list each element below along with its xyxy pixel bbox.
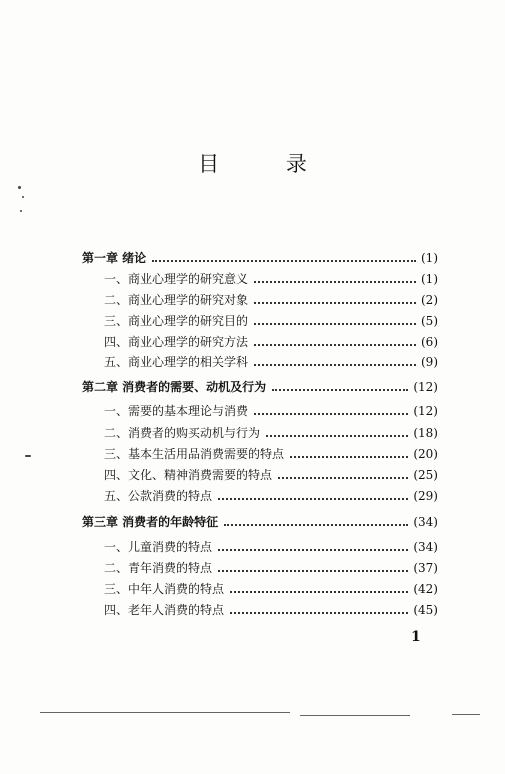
- toc-section-entry: [104, 352, 438, 370]
- toc-entry-label: 二、青年消费的特点: [104, 561, 213, 575]
- scan-speck: [22, 196, 24, 198]
- toc-section-entry: [104, 423, 438, 441]
- dot-leader: [230, 591, 408, 593]
- dot-leader: [254, 323, 416, 325]
- dot-leader: [152, 260, 416, 262]
- toc-entry-page: (1): [421, 251, 438, 265]
- dot-leader: [254, 344, 416, 346]
- scan-edge-line: [452, 714, 480, 715]
- toc-section-entry: [104, 537, 438, 555]
- toc-entry-label: 二、消费者的购买动机与行为: [104, 426, 261, 440]
- toc-section-entry: [104, 465, 438, 483]
- toc-chapter-entry: [82, 377, 438, 395]
- toc-entry-label: 四、老年人消费的特点: [104, 603, 225, 617]
- toc-entry-page: (6): [421, 335, 438, 349]
- toc-entry-label: 五、商业心理学的相关学科: [104, 355, 249, 369]
- toc-entry-label: 五、公款消费的特点: [104, 489, 213, 503]
- dot-leader: [272, 389, 408, 391]
- toc-entry-page: (20): [413, 447, 438, 461]
- toc-entry-label: 第二章 消费者的需要、动机及行为: [82, 380, 267, 394]
- page-title: 目 录: [198, 152, 337, 176]
- dot-leader: [218, 570, 408, 572]
- toc-section-entry: [104, 558, 438, 576]
- dot-leader: [254, 364, 416, 366]
- toc-chapter-entry: [82, 248, 438, 266]
- dot-leader: [218, 498, 408, 500]
- toc-section-entry: [104, 444, 438, 462]
- toc-entry-label: 一、儿童消费的特点: [104, 540, 213, 554]
- scan-speck: [18, 186, 21, 189]
- dot-leader: [218, 549, 408, 551]
- toc-entry-page: (37): [413, 561, 438, 575]
- toc-section-entry: [104, 269, 438, 287]
- toc-section-entry: [104, 332, 438, 350]
- toc-entry-page: (18): [413, 426, 438, 440]
- scan-edge-line: [300, 715, 410, 716]
- dot-leader: [224, 524, 408, 526]
- toc-entry-label: 一、商业心理学的研究意义: [104, 272, 249, 286]
- toc-entry-page: (42): [413, 582, 438, 596]
- dot-leader: [254, 413, 408, 415]
- dot-leader: [254, 281, 416, 283]
- toc-section-entry: [104, 290, 438, 308]
- page-number: 1: [411, 629, 421, 645]
- toc-entry-label: 二、商业心理学的研究对象: [104, 293, 249, 307]
- toc-section-entry: [104, 311, 438, 329]
- toc-entry-label: 第一章 绪论: [82, 251, 147, 265]
- toc-entry-label: 三、商业心理学的研究目的: [104, 314, 249, 328]
- scan-edge-line: [40, 712, 290, 713]
- toc-chapter-entry: [82, 512, 438, 530]
- toc-entry-page: (12): [413, 380, 438, 394]
- scan-speck: [25, 455, 31, 457]
- toc-entry-page: (34): [413, 540, 438, 554]
- toc-entry-page: (12): [413, 404, 438, 418]
- toc-entry-page: (25): [413, 468, 438, 482]
- toc-entry-page: (2): [421, 293, 438, 307]
- toc-section-entry: [104, 579, 438, 597]
- dot-leader: [278, 477, 408, 479]
- toc-entry-page: (34): [413, 515, 438, 529]
- toc-entry-page: (9): [421, 355, 438, 369]
- toc-section-entry: [104, 401, 438, 419]
- toc-section-entry: [104, 486, 438, 504]
- dot-leader: [266, 435, 408, 437]
- toc-entry-label: 三、基本生活用品消费需要的特点: [104, 447, 285, 461]
- toc-section-entry: [104, 600, 438, 618]
- toc-entry-label: 四、商业心理学的研究方法: [104, 335, 249, 349]
- dot-leader: [230, 612, 408, 614]
- dot-leader: [254, 302, 416, 304]
- toc-entry-label: 三、中年人消费的特点: [104, 582, 225, 596]
- dot-leader: [290, 456, 408, 458]
- scan-speck: [20, 210, 22, 212]
- toc-entry-page: (29): [413, 489, 438, 503]
- toc-entry-label: 四、文化、精神消费需要的特点: [104, 468, 273, 482]
- toc-entry-page: (1): [421, 272, 438, 286]
- toc-entry-label: 第三章 消费者的年龄特征: [82, 515, 219, 529]
- toc-entry-page: (45): [413, 603, 438, 617]
- toc-entry-label: 一、需要的基本理论与消费: [104, 404, 249, 418]
- toc-entry-page: (5): [421, 314, 438, 328]
